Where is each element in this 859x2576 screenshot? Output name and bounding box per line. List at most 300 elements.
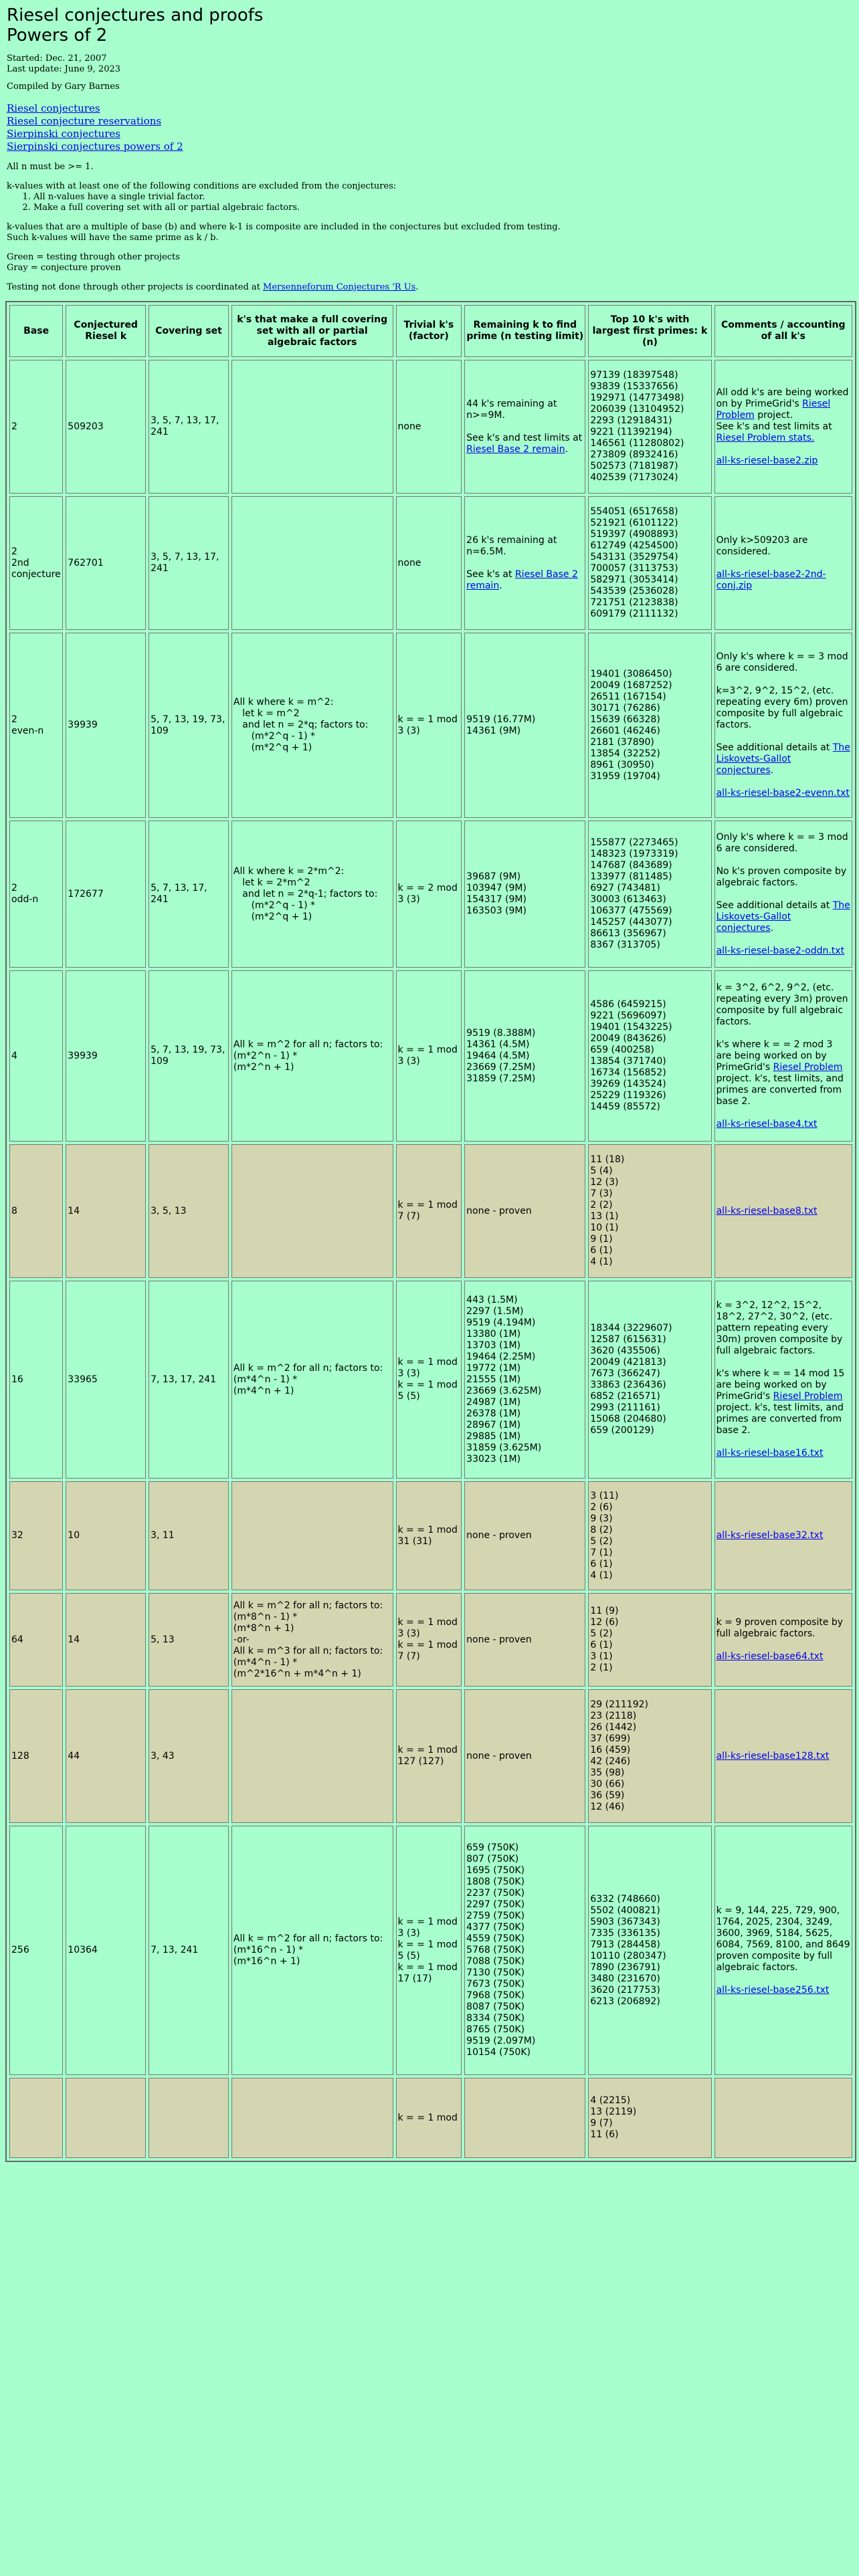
top-prime: 16 (459) bbox=[590, 1745, 631, 1755]
top-prime: 15639 (66328) bbox=[590, 714, 660, 725]
cell-base bbox=[9, 970, 63, 1142]
comment-text: Only k>509203 are considered. bbox=[716, 534, 808, 557]
algebraic-line: -or- bbox=[233, 1634, 250, 1645]
cell-remaining bbox=[464, 496, 585, 630]
cell-covering-set: 3, 5, 7, 13, 17, 241 bbox=[149, 496, 229, 630]
top-prime: 5 (2) bbox=[590, 1535, 613, 1547]
table-row bbox=[9, 1144, 852, 1278]
cell-algebraic bbox=[231, 633, 393, 818]
top-prime: 402539 (7173024) bbox=[590, 472, 678, 483]
trivial-line: none bbox=[397, 421, 421, 432]
cell-trivial bbox=[396, 1826, 462, 2075]
top-prime: 30171 (76286) bbox=[590, 702, 660, 714]
trivial-line: k = = 1 mod 3 (3) bbox=[397, 1916, 458, 1939]
top-prime: 609179 (2111132) bbox=[590, 609, 678, 619]
cell-comments bbox=[714, 970, 852, 1142]
top-prime: 2 (1) bbox=[590, 1662, 613, 1673]
top-prime: 7913 (284458) bbox=[590, 1939, 660, 1950]
algebraic-line: (m*2^q + 1) bbox=[233, 911, 312, 922]
cell-remaining bbox=[464, 1593, 585, 1687]
comment-link[interactable]: all-ks-riesel-base256.txt bbox=[716, 1984, 830, 1996]
cell-trivial bbox=[396, 633, 462, 818]
comment-text: k's where k = = 2 mod 3 are being worked on by PrimeGrid's bbox=[716, 1039, 833, 1073]
trivial-line: k = = 1 mod 3 (3) bbox=[397, 1357, 458, 1379]
top-prime: 14459 (85572) bbox=[590, 1101, 660, 1112]
remaining-line: 2759 (750K) bbox=[466, 1911, 525, 1921]
cell-algebraic bbox=[231, 496, 393, 630]
top-prime: 519397 (4908893) bbox=[590, 529, 678, 540]
remaining-line: 7130 (750K) bbox=[466, 1967, 525, 1978]
comment-text: k = 3^2, 6^2, 9^2, (etc. repeating every 3m) proven composite by full algebraic factors. bbox=[716, 982, 848, 1027]
cell-remaining bbox=[464, 1481, 585, 1590]
top-prime: 19401 (3086450) bbox=[590, 668, 672, 679]
base-value: odd-n bbox=[11, 894, 39, 905]
base-value: 32 bbox=[11, 1530, 23, 1541]
cell-top-primes bbox=[588, 1481, 711, 1590]
remaining-line: 154317 (9M) bbox=[466, 894, 527, 905]
trivial-line: k = = 1 mod 3 (3) bbox=[397, 1045, 458, 1067]
header-remaining-k: Remaining k to find prime (n testing limit) bbox=[464, 305, 585, 357]
top-prime: 18344 (3229607) bbox=[590, 1323, 672, 1333]
cell-base bbox=[9, 1689, 63, 1823]
coordination-end: . bbox=[415, 282, 419, 292]
top-prime: 147687 (843689) bbox=[590, 860, 672, 871]
comment-text: . bbox=[770, 922, 774, 934]
coordination-note bbox=[7, 282, 852, 293]
remaining-line: 13703 (1M) bbox=[466, 1339, 521, 1351]
comment-text: project. k's, test limits, and primes are converted from base 2. bbox=[716, 1402, 844, 1436]
cell-base bbox=[9, 821, 63, 968]
remaining-line: 9519 (2.097M) bbox=[466, 2036, 536, 2046]
cell-conjectured-k: 14 bbox=[66, 1144, 146, 1278]
algebraic-line: All k where k = m^2: bbox=[233, 697, 334, 708]
top-prime: 42 (246) bbox=[590, 1756, 631, 1767]
top-prime: 35 (98) bbox=[590, 1767, 625, 1778]
cell-top-primes bbox=[588, 2078, 711, 2158]
remaining-line: 33023 (1M) bbox=[466, 1453, 521, 1465]
cell-remaining bbox=[464, 1689, 585, 1823]
trivial-line: k = = 1 mod 5 (5) bbox=[397, 1380, 458, 1402]
cell-trivial bbox=[396, 1481, 462, 1590]
cell-algebraic bbox=[231, 1826, 393, 2075]
remaining-line: 2297 (1.5M) bbox=[466, 1305, 524, 1317]
top-prime: 6 (1) bbox=[590, 1640, 613, 1650]
cell-covering-set: 5, 7, 13, 19, 73, 109 bbox=[149, 633, 229, 818]
comment-link[interactable]: Riesel Problem bbox=[716, 398, 831, 421]
trivial-line: k = = 1 mod 31 (31) bbox=[397, 1524, 458, 1547]
table-row bbox=[9, 821, 852, 968]
top-prime: 13854 (32252) bbox=[590, 748, 660, 759]
algebraic-line: (m^2*16^n + m*4^n + 1) bbox=[233, 1668, 361, 1679]
algebraic-line: (m*2^n - 1) * bbox=[233, 1050, 298, 1061]
top-prime: 2181 (37890) bbox=[590, 736, 654, 748]
cell-remaining bbox=[464, 2078, 585, 2158]
trivial-line: k = = 1 mod 7 (7) bbox=[397, 1640, 458, 1662]
top-prime: 20049 (421813) bbox=[590, 1357, 666, 1368]
cell-top-primes bbox=[588, 1144, 711, 1278]
remaining-line: 31859 (7.25M) bbox=[466, 1073, 536, 1084]
algebraic-line: (m*8^n + 1) bbox=[233, 1622, 294, 1634]
top-prime: 659 (200129) bbox=[590, 1425, 654, 1436]
algebraic-line: and let n = 2*q-1; factors to: bbox=[233, 888, 378, 899]
comment-link[interactable]: all-ks-riesel-base16.txt bbox=[716, 1448, 824, 1459]
cell-covering-set: 7, 13, 241 bbox=[149, 1826, 229, 2075]
remaining-line: 19772 (1M) bbox=[466, 1362, 521, 1374]
top-prime: 37 (699) bbox=[590, 1733, 631, 1744]
remaining-line: 2297 (750K) bbox=[466, 1899, 525, 1910]
link-sierpinski-powers-of-2[interactable]: Sierpinski conjectures powers of 2 bbox=[7, 140, 183, 152]
remaining-line: none - proven bbox=[466, 1634, 532, 1645]
algebraic-line: All k = m^2 for all n; factors to: bbox=[233, 1039, 383, 1050]
cell-remaining bbox=[464, 633, 585, 818]
header-base: Base bbox=[9, 305, 63, 357]
comment-link[interactable]: The Liskovets-Gallot conjectures bbox=[716, 899, 850, 934]
cell-base bbox=[9, 1593, 63, 1687]
legend bbox=[7, 252, 852, 274]
comment-text: k=3^2, 9^2, 15^2, (etc. repeating every 6m) proven composite by full algebraic factors. bbox=[716, 685, 848, 730]
remaining-line: 21555 (1M) bbox=[466, 1374, 521, 1385]
cell-algebraic bbox=[231, 970, 393, 1142]
table-row bbox=[9, 1281, 852, 1479]
top-prime: 11 (18) bbox=[590, 1154, 625, 1165]
top-prime: 97139 (18397548) bbox=[590, 370, 678, 381]
top-prime: 6213 (206892) bbox=[590, 1996, 660, 2007]
top-prime: 39269 (143524) bbox=[590, 1079, 666, 1089]
compiled-by: Compiled by Gary Barnes bbox=[7, 82, 120, 92]
cell-top-primes bbox=[588, 970, 711, 1142]
cell-covering-set: 5, 7, 13, 17, 241 bbox=[149, 821, 229, 968]
remaining-text: 26 k's remaining at n=6.5M. See k's at Riesel Base 2 remain. bbox=[466, 534, 578, 591]
algebraic-line: let k = 2*m^2 bbox=[233, 877, 310, 888]
trivial-line: k = = 1 mod 5 (5) bbox=[397, 1939, 458, 1961]
top-prime: 31959 (19704) bbox=[590, 770, 660, 782]
comment-link[interactable]: all-ks-riesel-base64.txt bbox=[716, 1651, 824, 1662]
base-value: 2 bbox=[11, 883, 17, 893]
cell-top-primes bbox=[588, 496, 711, 630]
top-prime: 12 (3) bbox=[590, 1177, 619, 1188]
top-prime: 23 (2118) bbox=[590, 1711, 637, 1721]
algebraic-line: (m*2^q + 1) bbox=[233, 742, 312, 753]
algebraic-line: and let n = 2*q; factors to: bbox=[233, 720, 369, 730]
top-prime: 700057 (3113753) bbox=[590, 563, 678, 574]
table-row bbox=[9, 2078, 852, 2158]
top-prime: 15068 (204680) bbox=[590, 1414, 666, 1424]
algebraic-line: All k = m^2 for all n; factors to: bbox=[233, 1933, 383, 1944]
cell-trivial bbox=[396, 970, 462, 1142]
remaining-line: 7968 (750K) bbox=[466, 1990, 525, 2001]
header-conjectured-k: Conjectured Riesel k bbox=[66, 305, 146, 357]
top-prime: 2993 (211161) bbox=[590, 1402, 660, 1413]
cell-algebraic bbox=[231, 360, 393, 494]
cell-algebraic bbox=[231, 1689, 393, 1823]
top-prime: 148323 (1973319) bbox=[590, 849, 678, 859]
table-row bbox=[9, 1689, 852, 1823]
top-prime: 9 (1) bbox=[590, 1234, 613, 1245]
top-prime: 659 (400258) bbox=[590, 1045, 654, 1055]
remaining-text: 44 k's remaining at n>=9M. See k's and test limits at Riesel Base 2 remain. bbox=[466, 398, 583, 455]
top-prime: 2 (2) bbox=[590, 1200, 613, 1210]
top-prime: 3620 (217753) bbox=[590, 1984, 660, 1996]
table-row bbox=[9, 970, 852, 1142]
cell-covering-set: 7, 13, 17, 241 bbox=[149, 1281, 229, 1479]
link-mersenneforum[interactable]: Mersenneforum Conjectures 'R Us bbox=[263, 282, 416, 292]
comment-text: . bbox=[770, 765, 774, 776]
page-title: Riesel conjectures and proofs bbox=[7, 5, 264, 25]
algebraic-line: (m*2^q - 1) * bbox=[233, 731, 315, 742]
cell-remaining bbox=[464, 970, 585, 1142]
base-value: 16 bbox=[11, 1374, 23, 1385]
top-prime: 7 (3) bbox=[590, 1188, 613, 1199]
cell-comments bbox=[714, 633, 852, 818]
remaining-line: 9519 (4.194M) bbox=[466, 1317, 536, 1328]
base-value: 2 bbox=[11, 421, 17, 432]
comment-text: project. bbox=[754, 409, 793, 421]
remaining-line: 10154 (750K) bbox=[466, 2047, 531, 2058]
comment-link[interactable]: all-ks-riesel-base128.txt bbox=[716, 1750, 830, 1761]
top-prime: 543131 (3529754) bbox=[590, 552, 678, 562]
remaining-line: 7673 (750K) bbox=[466, 1979, 525, 1990]
comment-link[interactable]: all-ks-riesel-base4.txt bbox=[716, 1118, 818, 1130]
cell-remaining bbox=[464, 821, 585, 968]
top-prime: 26601 (46246) bbox=[590, 725, 660, 736]
top-prime: 6852 (216571) bbox=[590, 1391, 660, 1402]
top-prime: 5502 (400821) bbox=[590, 1905, 660, 1916]
cell-trivial bbox=[396, 496, 462, 630]
cell-base bbox=[9, 1144, 63, 1278]
comment-text: No k's proven composite by algebraic factors. bbox=[716, 865, 847, 888]
nav-links bbox=[7, 102, 852, 153]
top-prime: 2293 (12918431) bbox=[590, 415, 672, 426]
cell-comments bbox=[714, 1826, 852, 2075]
cell-base bbox=[9, 633, 63, 818]
cell-conjectured-k: 44 bbox=[66, 1689, 146, 1823]
cell-remaining bbox=[464, 1144, 585, 1278]
base-value bbox=[11, 2113, 61, 2124]
top-prime: 7335 (336135) bbox=[590, 1927, 660, 1939]
cell-conjectured-k: 39939 bbox=[66, 970, 146, 1142]
algebraic-line: (m*4^n + 1) bbox=[233, 1385, 294, 1396]
comment-text: k = 9, 144, 225, 729, 900, 1764, 2025, 2304, 3249, 3600, 3969, 5184, 5625, 6084, 7569, 8100, and 8649 proven composite by full algebraic factors. bbox=[716, 1905, 850, 1973]
top-prime: 11 (9) bbox=[590, 1606, 619, 1616]
cell-trivial bbox=[396, 821, 462, 968]
cell-comments bbox=[714, 1144, 852, 1278]
top-prime: 3620 (435506) bbox=[590, 1346, 660, 1356]
cell-comments bbox=[714, 496, 852, 630]
top-prime: 29 (211192) bbox=[590, 1699, 648, 1710]
remaining-line: 5768 (750K) bbox=[466, 1945, 525, 1955]
top-prime: 4 (1) bbox=[590, 1570, 613, 1581]
comment-link[interactable]: all-ks-riesel-base8.txt bbox=[716, 1205, 818, 1216]
cell-base bbox=[9, 360, 63, 494]
cell-comments bbox=[714, 2078, 852, 2158]
top-prime: 721751 (2123838) bbox=[590, 597, 678, 608]
dates bbox=[7, 53, 852, 75]
cell-remaining bbox=[464, 1281, 585, 1479]
top-prime: 4 (1) bbox=[590, 1257, 613, 1267]
link-sierpinski-conjectures[interactable]: Sierpinski conjectures bbox=[7, 128, 120, 140]
top-prime: 26511 (167154) bbox=[590, 691, 666, 702]
trivial-line: k = = 1 mod 17 (17) bbox=[397, 1961, 458, 1984]
top-prime: 145257 (443077) bbox=[590, 917, 672, 928]
top-prime: 502573 (7181987) bbox=[590, 461, 678, 471]
link-riesel-reservations[interactable]: Riesel conjecture reservations bbox=[7, 115, 162, 127]
remaining-line: none - proven bbox=[466, 1750, 532, 1761]
top-prime: 25229 (119326) bbox=[590, 1090, 666, 1101]
remaining-line: none - proven bbox=[466, 1205, 532, 1216]
remain-link[interactable]: Riesel Base 2 remain bbox=[466, 568, 578, 591]
cell-base bbox=[9, 2078, 63, 2158]
cell-conjectured-k: 10 bbox=[66, 1481, 146, 1590]
top-prime: 12 (46) bbox=[590, 1802, 625, 1812]
cell-algebraic bbox=[231, 1281, 393, 1479]
top-prime: 93839 (15337656) bbox=[590, 381, 678, 392]
comment-link[interactable]: all-ks-riesel-base2-2nd-conj.zip bbox=[716, 568, 826, 591]
cell-trivial bbox=[396, 1281, 462, 1479]
comment-link[interactable]: Riesel Problem stats. bbox=[716, 432, 815, 443]
table-row bbox=[9, 1593, 852, 1687]
remaining-line: 23669 (3.625M) bbox=[466, 1385, 542, 1396]
top-prime: 521921 (6101122) bbox=[590, 518, 678, 528]
cell-comments bbox=[714, 1481, 852, 1590]
table-row bbox=[9, 1481, 852, 1590]
top-prime: 554051 (6517658) bbox=[590, 506, 678, 517]
base-value: 128 bbox=[11, 1750, 29, 1761]
comment-link[interactable]: all-ks-riesel-base32.txt bbox=[716, 1530, 824, 1541]
top-prime: 11 (6) bbox=[590, 2129, 619, 2140]
algebraic-line: (m*16^n - 1) * bbox=[233, 1945, 304, 1955]
cell-remaining bbox=[464, 1826, 585, 2075]
remaining-line: 14361 (4.5M) bbox=[466, 1039, 530, 1050]
cell-algebraic bbox=[231, 1593, 393, 1687]
top-prime: 6 (1) bbox=[590, 1558, 613, 1570]
comment-link[interactable]: Riesel Problem bbox=[773, 1061, 843, 1073]
top-prime: 2 (6) bbox=[590, 1501, 613, 1513]
top-prime: 9 (7) bbox=[590, 2118, 613, 2129]
cell-top-primes bbox=[588, 821, 711, 968]
top-prime: 6332 (748660) bbox=[590, 1893, 660, 1905]
remaining-line: 8334 (750K) bbox=[466, 2013, 525, 2024]
top-prime: 582971 (3053414) bbox=[590, 574, 678, 585]
cell-base bbox=[9, 1481, 63, 1590]
cell-comments bbox=[714, 1281, 852, 1479]
cell-covering-set bbox=[149, 2078, 229, 2158]
exclusion-list bbox=[7, 192, 852, 213]
top-prime: 7890 (236791) bbox=[590, 1961, 660, 1973]
comment-text: Only k's where k = = 3 mod 6 are considered. bbox=[716, 651, 848, 673]
top-prime: 86613 (356967) bbox=[590, 928, 666, 939]
algebraic-line: (m*2^n + 1) bbox=[233, 1061, 294, 1073]
top-prime: 36 (59) bbox=[590, 1790, 625, 1801]
cell-covering-set: 3, 11 bbox=[149, 1481, 229, 1590]
remaining-line: 7088 (750K) bbox=[466, 1956, 525, 1967]
header-covering-set: Covering set bbox=[149, 305, 229, 357]
top-prime: 6927 (743481) bbox=[590, 883, 660, 893]
top-prime: 10110 (280347) bbox=[590, 1950, 666, 1961]
remaining-line: 19464 (2.25M) bbox=[466, 1351, 536, 1362]
remaining-line: 14361 (9M) bbox=[466, 725, 521, 736]
cell-base bbox=[9, 496, 63, 630]
cell-conjectured-k: 509203 bbox=[66, 360, 146, 494]
cell-trivial bbox=[396, 2078, 462, 2158]
trivial-line: k = = 1 mod 7 (7) bbox=[397, 1200, 458, 1222]
table-row bbox=[9, 360, 852, 494]
algebraic-line: All k = m^2 for all n; factors to: bbox=[233, 1600, 383, 1611]
remaining-line: 659 (750K) bbox=[466, 1842, 519, 1853]
remain-link[interactable]: Riesel Base 2 remain bbox=[466, 443, 565, 455]
cell-conjectured-k: 10364 bbox=[66, 1826, 146, 2075]
cell-top-primes bbox=[588, 1689, 711, 1823]
comment-link[interactable]: all-ks-riesel-base2.zip bbox=[716, 455, 818, 466]
header-algebraic-ks: k's that make a full covering set with all or partial algebraic factors bbox=[231, 305, 393, 357]
top-prime: 33863 (236436) bbox=[590, 1380, 666, 1390]
header-trivial-ks: Trivial k's (factor) bbox=[396, 305, 462, 357]
table-header-row bbox=[9, 305, 852, 357]
multiple-note bbox=[7, 222, 852, 243]
remaining-line: 9519 (16.77M) bbox=[466, 714, 536, 725]
top-prime: 9221 (5696097) bbox=[590, 1010, 666, 1021]
comment-link[interactable]: all-ks-riesel-base2-oddn.txt bbox=[716, 945, 845, 956]
top-prime: 26 (1442) bbox=[590, 1722, 637, 1733]
remaining-line: 31859 (3.625M) bbox=[466, 1442, 542, 1453]
cell-trivial bbox=[396, 1144, 462, 1278]
top-prime: 8367 (313705) bbox=[590, 940, 660, 950]
remaining-line: 26378 (1M) bbox=[466, 1408, 521, 1419]
multiple-note-line: k-values that are a multiple of base (b) and where k-1 is composite are included in the conjectures but excluded from testing. bbox=[7, 222, 561, 232]
comment-link[interactable]: Riesel Problem bbox=[773, 1391, 843, 1402]
cell-conjectured-k: 14 bbox=[66, 1593, 146, 1687]
top-prime: 16734 (156852) bbox=[590, 1067, 666, 1078]
top-prime: 12 (6) bbox=[590, 1617, 619, 1628]
top-prime: 612749 (4254500) bbox=[590, 540, 678, 551]
cell-base bbox=[9, 1826, 63, 2075]
cell-remaining bbox=[464, 360, 585, 494]
conjecture-table bbox=[5, 301, 856, 2162]
algebraic-line: All k = m^3 for all n; factors to: bbox=[233, 1645, 383, 1656]
comment-link[interactable]: all-ks-riesel-base2-evenn.txt bbox=[716, 788, 850, 798]
comment-text: See k's and test limits at bbox=[716, 421, 832, 432]
trivial-line: k = = 1 mod 127 (127) bbox=[397, 1745, 458, 1767]
remaining-line: 13380 (1M) bbox=[466, 1328, 521, 1339]
algebraic-line: (m*16^n + 1) bbox=[233, 1956, 300, 1967]
cell-conjectured-k: 39939 bbox=[66, 633, 146, 818]
remaining-line: 39687 (9M) bbox=[466, 871, 521, 882]
coordination-text: Testing not done through other projects is coordinated at bbox=[7, 282, 264, 292]
base-value: 64 bbox=[11, 1634, 23, 1645]
trivial-line: k = = 1 mod 3 (3) bbox=[397, 714, 458, 736]
link-riesel-conjectures[interactable]: Riesel conjectures bbox=[7, 102, 100, 114]
top-prime: 7 (1) bbox=[590, 1547, 613, 1558]
cell-conjectured-k: 762701 bbox=[66, 496, 146, 630]
comment-text: k's where k = = 14 mod 15 are being worked on by PrimeGrid's bbox=[716, 1368, 845, 1402]
cell-algebraic bbox=[231, 821, 393, 968]
top-prime: 206039 (13104952) bbox=[590, 404, 684, 415]
cell-algebraic bbox=[231, 1144, 393, 1278]
comment-link[interactable]: The Liskovets-Gallot conjectures bbox=[716, 742, 850, 776]
cell-conjectured-k bbox=[66, 2078, 146, 2158]
comment-text: project. k's, test limits, and primes are converted from base 2. bbox=[716, 1073, 844, 1107]
base-value: 2nd conjecture bbox=[11, 557, 61, 580]
top-prime: 5 (2) bbox=[590, 1628, 613, 1639]
top-prime: 12587 (615631) bbox=[590, 1334, 666, 1345]
table-row bbox=[9, 1826, 852, 2075]
top-prime: 10 (1) bbox=[590, 1222, 619, 1233]
cell-algebraic bbox=[231, 1481, 393, 1590]
header-top-10: Top 10 k's with largest first primes: k (n) bbox=[588, 305, 711, 357]
top-prime: 4586 (6459215) bbox=[590, 999, 666, 1010]
n-rule: All n must be >= 1. bbox=[7, 162, 94, 172]
remaining-line: 8765 (750K) bbox=[466, 2024, 525, 2035]
cell-top-primes bbox=[588, 1281, 711, 1479]
